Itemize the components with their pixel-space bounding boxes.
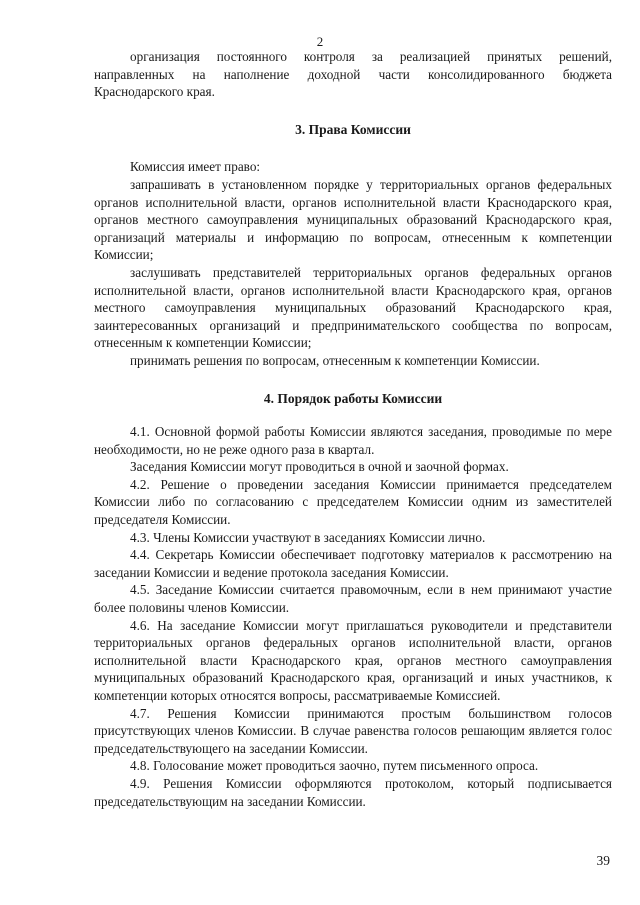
- section-4-paragraph: 4.9. Решения Комиссии оформляются протоколом, который подписывается председательствующим на заседании Комиссии.: [94, 775, 612, 809]
- section-4-paragraph: 4.1. Основной формой работы Комиссии являются заседания, проводимые по мере необходимости, но не реже одного раза в квартал.: [94, 424, 612, 457]
- section-4-heading: 4. Порядок работы Комиссии: [263, 390, 443, 406]
- section-4-paragraph: 4.4. Секретарь Комиссии обеспечивает подготовку материалов к рассмотрению на заседании Комиссии и ведение протокола заседания Комиссии.: [94, 547, 612, 580]
- section-3-paragraph: заслушивать представителей территориальных органов федеральных органов исполнительной власти, органов исполнительной власти Краснодарского края, органов местного самоуправления муниципальных образований Краснодарского края, заинтересованных организаций и предпринимательского сообщества по вопросам, отнесенным к компетенции Комиссии;: [94, 264, 612, 351]
- intro-paragraph: организация постоянного контроля за реализацией принятых решений, направленных на наполнение доходной части консолидированного бюджета Краснодарского края.: [94, 49, 612, 100]
- section-3-paragraph: Комиссия имеет право:: [130, 159, 261, 175]
- page-number-top: 2: [316, 34, 324, 49]
- section-4-paragraph: 4.3. Члены Комиссии участвуют в заседаниях Комиссии лично.: [130, 529, 486, 545]
- page-number-bottom: 39: [596, 853, 610, 868]
- section-3-heading: 3. Права Комиссии: [295, 121, 411, 137]
- document-body: [94, 48, 612, 810]
- section-4-paragraph: 4.6. На заседание Комиссии могут приглашаться руководители и представители территориальных органов федеральных органов исполнительной власти, органов исполнительной власти Краснодарского края, органов местного самоуправления муниципальных образований Краснодарского края, организаций и иных участников, к компетенции которых относятся вопросы, рассматриваемые Комиссией.: [94, 617, 612, 703]
- section-4-paragraph: Заседания Комиссии могут проводиться в очной и заочной формах.: [130, 459, 509, 475]
- section-3-paragraph: запрашивать в установленном порядке у территориальных органов федеральных органов исполнительной власти, органов исполнительной власти Краснодарского края, органов местного самоуправления муниципальных образований Краснодарского края, организаций материалы и информацию по вопросам, отнесенным к компетенции Комиссии;: [94, 176, 612, 263]
- section-4-paragraph: 4.8. Голосование может проводиться заочно, путем письменного опроса.: [130, 758, 539, 774]
- section-3-paragraph: принимать решения по вопросам, отнесенным к компетенции Комиссии.: [130, 352, 540, 368]
- section-4-paragraph: 4.7. Решения Комиссии принимаются простым большинством голосов присутствующих членов Комиссии. В случае равенства голосов решающим является голос председательствующего на заседании Комиссии.: [94, 705, 612, 756]
- section-4-paragraph: 4.2. Решение о проведении заседания Комиссии принимается председателем Комиссии либо по согласованию с председателем Комиссии одним из заместителей председателя Комиссии.: [94, 476, 612, 528]
- section-4-paragraph: 4.5. Заседание Комиссии считается правомочным, если в нем принимают участие более половины членов Комиссии.: [94, 582, 612, 616]
